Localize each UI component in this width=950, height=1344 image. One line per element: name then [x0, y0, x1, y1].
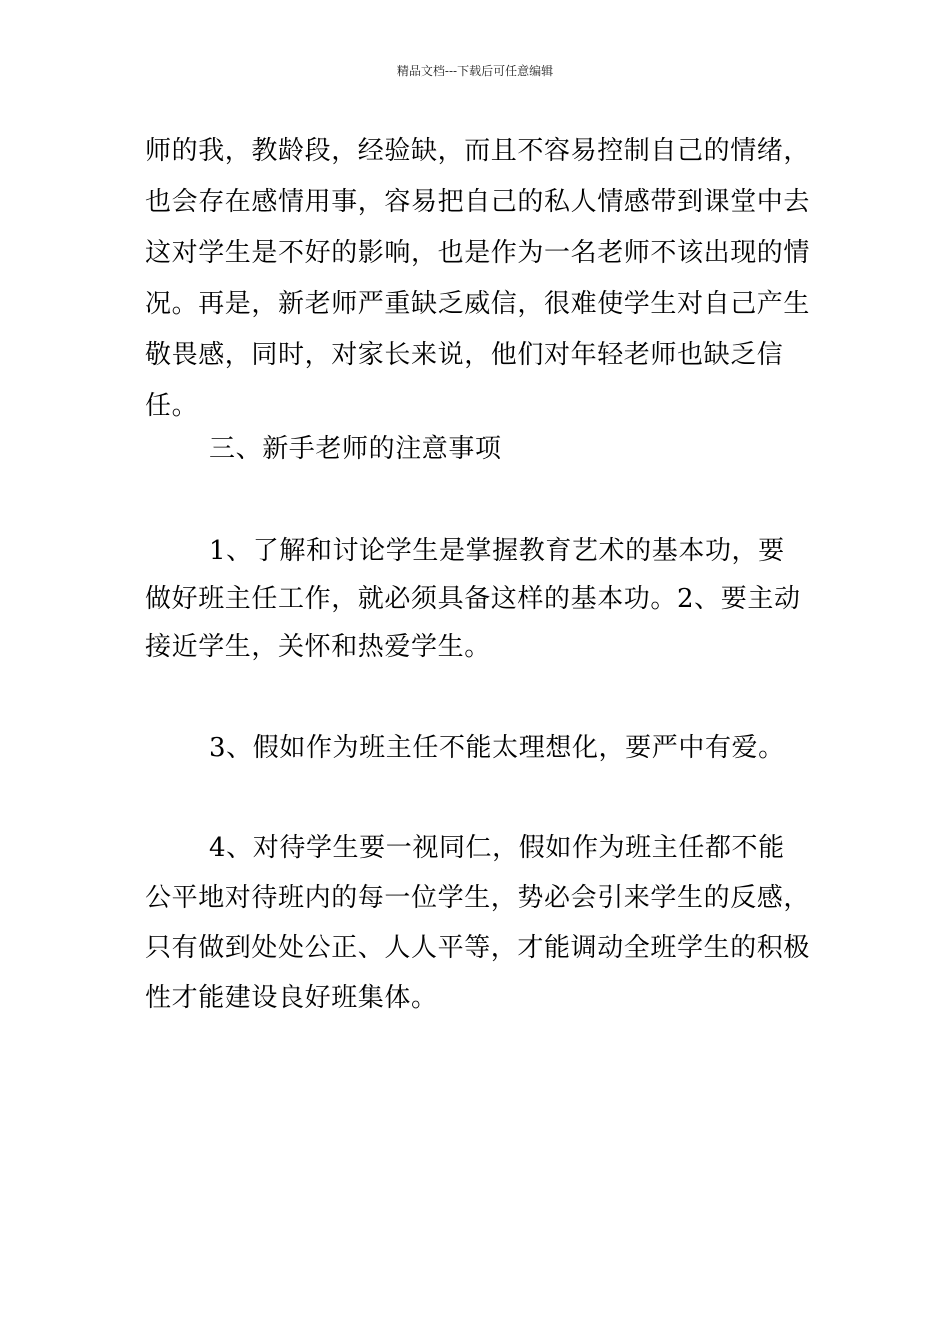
section-heading: 三、新手老师的注意事项 — [209, 434, 502, 464]
page-header: 精品文档---下载后可任意编辑 — [396, 64, 554, 78]
body-paragraph: 1、了解和讨论学生是掌握教育艺术的基本功，要做好班主任工作，就必须具备这样的基本功。2、要主动接近学生，关怀和热爱学生。 — [145, 536, 801, 662]
body-paragraph: 4、对待学生要一视同仁，假如作为班主任都不能公平地对待班内的每一位学生，势必会引来学生的反感，只有做到处处公正、人人平等，才能调动全班学生的积极性才能建设良好班集体。 — [145, 833, 811, 1013]
body-paragraph: 师的我，教龄段，经验缺，而且不容易控制自己的情绪，也会存在感情用事，容易把自己的私人情感带到课堂中去这对学生是不好的影响，也是作为一名老师不该出现的情况。再是，新老师严重缺乏威信，很难使学生对自己产生敬畏感，同时，对家长来说，他们对年轻老师也缺乏信任。 — [145, 136, 811, 421]
body-paragraph: 3、假如作为班主任不能太理想化，要严中有爱。 — [209, 733, 785, 763]
